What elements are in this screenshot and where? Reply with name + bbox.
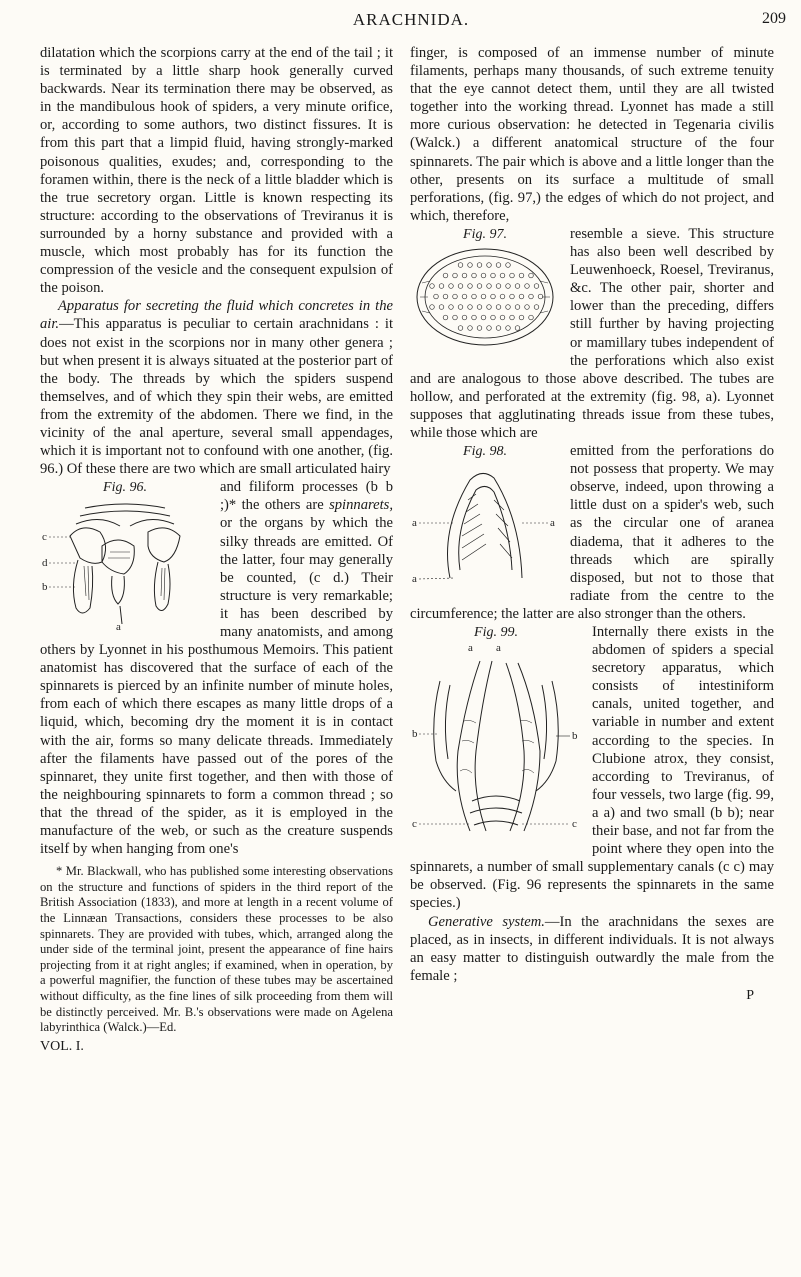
perforation-dot — [449, 284, 454, 289]
perforation-dot — [487, 305, 492, 310]
figure-96-label-b: b — [42, 581, 48, 594]
figure-99-label-b-left: b — [412, 728, 418, 740]
figure-99-label-a-2: a — [496, 642, 501, 654]
figure-96-caption: Fig. 96. — [103, 480, 147, 496]
figure-99-caption: Fig. 99. — [474, 625, 518, 640]
running-header — [30, 6, 792, 34]
perforation-dot — [510, 294, 515, 299]
figure-99 — [410, 625, 582, 854]
figure-96 — [40, 480, 210, 637]
perforation-dot — [519, 294, 524, 299]
perforation-dot — [458, 263, 463, 268]
perforation-dot — [462, 294, 467, 299]
perforation-dot — [468, 263, 473, 268]
perforation-dot — [529, 273, 534, 278]
figure-97-caption: Fig. 97. — [463, 226, 507, 242]
perforation-dot — [443, 294, 448, 299]
figure-98-label-a-left: a — [412, 517, 417, 530]
perforation-dot — [487, 263, 492, 268]
perforation-dot — [496, 284, 501, 289]
figure-99-label-c-right: c — [572, 818, 577, 830]
perforation-dot — [449, 305, 454, 310]
left-paragraph-2b-text: and filiform processes (b b ;)* the others are — [220, 479, 393, 514]
perforation-dot — [443, 315, 448, 320]
signature-mark: P — [746, 987, 754, 1003]
figure-98-label-a-bottom: a — [412, 573, 417, 586]
perforation-dot — [506, 326, 511, 331]
perforation-dot — [468, 305, 473, 310]
perforation-dot — [515, 305, 520, 310]
perforation-dot — [434, 294, 439, 299]
footnote: * Mr. Blackwall, who has published some interesting observations on the structure and functions of spiders in the third report of the British Association (1833), and more at length in a recent volume of the Linnæan Transactions, considers these processes to be also spinnarets. They are provided with tubes, which, arranged along the under side of the terminal joint, present the appearance of fine hairs projecting from it at right angles; if examined, when in operation, by a powerful magnifier, the function of these tubes may be ascertained without difficulty, as the fine lines of silk proceeding from them will be distinctly perceived. Mr. B.'s observations were made on Agelena labyrinthica (Walck.)—Ed. — [40, 864, 393, 1035]
right-paragraph-3 — [410, 913, 774, 985]
perforation-dot — [500, 294, 505, 299]
right-paragraph-1b: resemble a sieve. This structure has also been well described by Leuwenhoeck, Roesel, Treviranus, &c. The other pair, shorter and lower than the preceding, differs still further by having projecting or mamillary tubes independent of the perforations which also exist and are analogous to those above described. The tubes are hollow, and perforated at the extremity (fig. 98, a). Lyonnet supposes that agglutinating threads issue from these tubes, while those which are — [410, 225, 774, 441]
perforation-dot — [519, 273, 524, 278]
perforation-dot — [487, 326, 492, 331]
perforation-dot — [453, 273, 458, 278]
term-spinnarets: spinnarets, — [329, 497, 393, 514]
perforation-dot — [439, 305, 444, 310]
volume-line — [40, 1038, 393, 1056]
perforation-dot — [538, 294, 543, 299]
perforation-dot — [481, 315, 486, 320]
perforation-dot — [472, 315, 477, 320]
running-title: ARACHNIDA. — [352, 10, 470, 29]
perforation-dot — [496, 305, 501, 310]
perforation-dot — [510, 273, 515, 278]
perforation-dot — [477, 305, 482, 310]
perforation-dot — [472, 273, 477, 278]
left-column — [40, 44, 393, 1056]
perforation-dot — [462, 273, 467, 278]
perforation-dot — [468, 284, 473, 289]
left-paragraph-2c-text: or the organs by which the silky threads are emitted. Of the latter, four may generally be counted, (c d.) Their structure is very remarkable; it has been described by many anatomists, and among others by Lyonnet in his posthumous Memoirs. This patient anatomist has discovered that the surface of each of the spinnarets is pierced by an infinite number of minute holes, from each of which there escapes as many little drops of a liquid, which, becoming dry the moment it is in contact with the air, forms so many delicate threads. Immediately after the filaments have passed out of the pores of the spinnaret, they unite first together, and then with those of the neighbouring spinnarets to form a common thread ; so that the thread of the spider, as it is employed in the manufacture of the web, or such as the creature suspends itself by when hanging from one's — [40, 515, 393, 858]
perforation-dot — [472, 294, 477, 299]
perforation-dot — [534, 284, 539, 289]
perforation-dot — [443, 273, 448, 278]
figure-98-label-a-right: a — [550, 517, 555, 530]
perforation-dot — [481, 273, 486, 278]
volume-label: VOL. I. — [40, 1038, 84, 1054]
perforation-dot — [453, 315, 458, 320]
perforation-dot — [458, 326, 463, 331]
right-paragraph-1: finger, is composed of an immense number of minute filaments, perhaps many thousands, of such extreme tenuity that the eye cannot detect them, until they are all twisted together into the working thread. Lyonnet has made a still more curious observation: he detected in Tegenaria civilis (Walck.) a different anatomical structure of the four spinnarets. The pair which is above and a little longer than the other, presents on its surface a multitude of small perforations, (fig. 97,) the edges of which do not project, and which, therefore, — [410, 45, 774, 224]
section-heading-apparatus: Apparatus for secreting the fluid which concretes in the air. — [40, 298, 393, 333]
perforation-dot — [510, 315, 515, 320]
figure-96-label-a: a — [116, 621, 121, 633]
perforation-dot — [453, 294, 458, 299]
perforation-dot — [534, 305, 539, 310]
perforation-dot — [506, 284, 511, 289]
figure-98 — [410, 444, 560, 591]
perforation-dot — [430, 284, 435, 289]
perforation-dot — [458, 305, 463, 310]
perforation-dot — [487, 284, 492, 289]
perforation-dot — [468, 326, 473, 331]
perforation-dot — [458, 284, 463, 289]
figure-96-illustration — [40, 496, 210, 632]
page-number: 209 — [762, 10, 786, 27]
perforation-dot — [477, 284, 482, 289]
left-paragraph-1: dilatation which the scorpions carry at the end of the tail ; it is terminated by a little sharp hook generally curved backwards. Near its termination there may be observed, as in the mandibulous hook of spiders, a very minute orifice, or, according to some authors, two distinct fissures. It is from this part that a limpid fluid, having strongly-marked poisonous qualities, exudes; and, corresponding to the foramen within, there is the neck of a little bladder which is the true secretory organ. Little is known respecting its structure: according to the observations of Treviranus it is surrounded by a horny substance and provided with a muscle, which most probably has for its function the compression of the vesicle and the consequent expulsion of the poison. — [40, 45, 393, 297]
figure-97 — [410, 227, 560, 358]
perforation-dot — [515, 326, 520, 331]
figure-96-label-c: c — [42, 531, 47, 544]
perforation-dot — [525, 305, 530, 310]
perforation-dot — [515, 284, 520, 289]
figure-98-caption: Fig. 98. — [463, 444, 507, 460]
perforation-dot — [529, 294, 534, 299]
figure-97-illustration — [410, 243, 560, 353]
right-paragraph-2: Internally there exists in the abdomen of spiders a special secretory apparatus, which consists of intestiniform canals, united together, and variable in number and extent according to the species. In Clubione atrox, they consist, according to Treviranus, of four vessels, two large (fig. 99, a a) and two small (b b); near their base, and not far from the point where they open into the spinnarets, a number of small supplementary canals (c c) may be observed. (Fig. 96 represents the spinnarets in the same species.) — [410, 624, 774, 912]
perforation-dot — [500, 315, 505, 320]
figure-98-illustration — [410, 460, 560, 586]
perforation-dot — [525, 284, 530, 289]
perforation-dot — [481, 294, 486, 299]
perforation-dot — [491, 315, 496, 320]
perforation-dot — [496, 263, 501, 268]
perforation-dot — [519, 315, 524, 320]
left-paragraph-2 — [40, 297, 393, 478]
perforation-dot — [506, 263, 511, 268]
perforation-dot — [506, 305, 511, 310]
perforation-dot — [491, 294, 496, 299]
perforation-dot — [529, 315, 534, 320]
figure-96-label-d: d — [42, 557, 48, 570]
perforation-dot — [500, 273, 505, 278]
perforation-dot — [477, 326, 482, 331]
figure-99-label-c-left: c — [412, 818, 417, 830]
perforation-dot — [477, 263, 482, 268]
perforation-dot — [462, 315, 467, 320]
figure-99-illustration — [410, 641, 582, 849]
perforation-dot — [496, 326, 501, 331]
right-column — [410, 44, 774, 1005]
left-paragraph-2-text: —This apparatus is peculiar to certain arachnidans : it does not exist in the scorpions nor in many other genera ; but when present it is always situated at the posterior part of the body. The threads by which the spiders suspend themselves, and of which they spin their webs, are emitted from the extremity of the abdomen. There we find, in the vicinity of the anal aperture, several small appendages, which it is important not to confound with one another, (fig. 96.) Of these there are two which are small articulated hairy — [40, 316, 393, 478]
perforation-dot — [439, 284, 444, 289]
perforation-dot — [430, 305, 435, 310]
figure-99-label-b-right: b — [572, 730, 578, 742]
right-paragraph-1c: emitted from the perforations do not possess that property. We may observe, indeed, upon throwing a little dust on a spider's web, such as the circular one of aranea diadema, that it adheres to the threads which are spirally disposed, but not to those that radiate from the centre to the circumference; the latter are also stronger than the others. — [410, 443, 774, 622]
perforation-dot — [491, 273, 496, 278]
figure-99-label-a-1: a — [468, 642, 473, 654]
right-paragraph-3-text: —In the arachnidans the sexes are placed, as in insects, in different individuals. It is not always an easy matter to distinguish outwardly the male from the female ; — [410, 913, 774, 984]
section-heading-generative: Generative system. — [428, 913, 545, 930]
